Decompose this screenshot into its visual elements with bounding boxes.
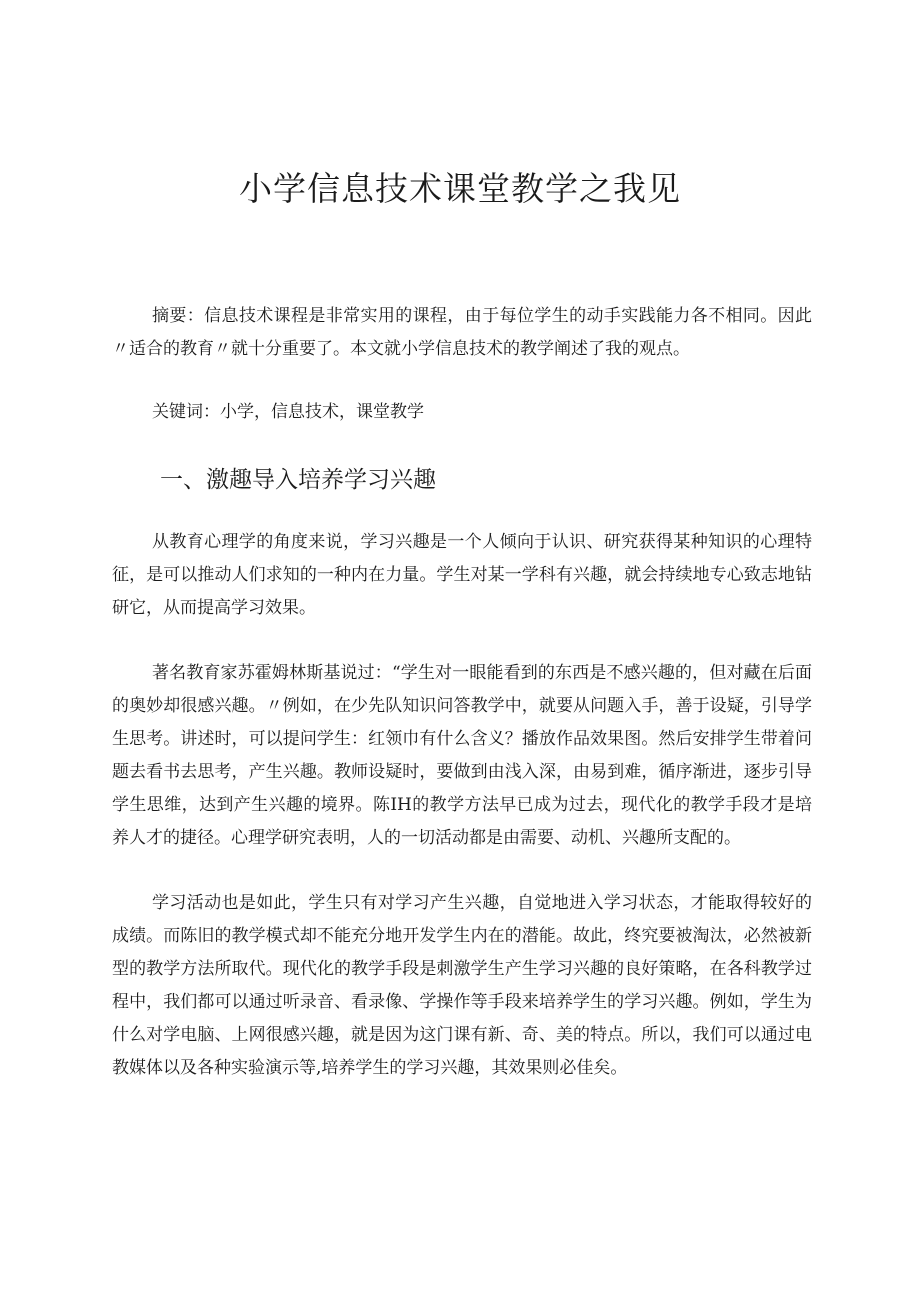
document-title: 小学信息技术课堂教学之我见 bbox=[239, 169, 681, 208]
section-heading: 一、激趣导入培养学习兴趣 bbox=[160, 467, 436, 493]
body-paragraph: 从教育心理学的角度来说，学习兴趣是一个人倾向于认识、研究获得某种知识的心理特征，是可以推动人们求知的一种内在力量。学生对某一学科有兴趣，就会持续地专心致志地钻研它，从而提高学习效果。 bbox=[112, 532, 812, 618]
abstract-paragraph: 摘要：信息技术课程是非常实用的课程，由于每位学生的动手实践能力各不相同。因此〃适合的教育〃就十分重要了。本文就小学信息技术的教学阐述了我的观点。 bbox=[112, 306, 812, 359]
body-paragraph: 学习活动也是如此，学生只有对学习产生兴趣，自觉地进入学习状态，才能取得较好的成绩。而陈旧的教学模式却不能充分地开发学生内在的潜能。故此，终究要被淘汰，必然被新型的教学方法所取代。现代化的教学手段是刺激学生产生学习兴趣的良好策略，在各科教学过程中，我们都可以通过听录音、看录像、学操作等手段来培养学生的学习兴趣。例如，学生为什么对学电脑、上网很感兴趣，就是因为这门课有新、奇、美的特点。所以，我们可以通过电教媒体以及各种实验演示等,培养学生的学习兴趣，其效果则必佳矣。 bbox=[112, 893, 812, 1078]
body-paragraph: 著名教育家苏霍姆林斯基说过：“学生对一眼能看到的东西是不感兴趣的，但对藏在后面的奥妙却很感兴趣。〃例如，在少先队知识问答教学中，就要从问题入手，善于设疑，引导学生思考。讲述时，可以提问学生：红领巾有什么含义？播放作品效果图。然后安排学生带着问题去看书去思考，产生兴趣。教师设疑时，要做到由浅入深，由易到难，循序渐进，逐步引导学生思维，达到产生兴趣的境界。陈IH的教学方法早已成为过去，现代化的教学手段才是培养人才的捷径。心理学研究表明，人的一切活动都是由需要、动机、兴趣所支配的。 bbox=[112, 663, 812, 848]
keywords-line: 关键词：小学，信息技术，课堂教学 bbox=[152, 402, 424, 422]
